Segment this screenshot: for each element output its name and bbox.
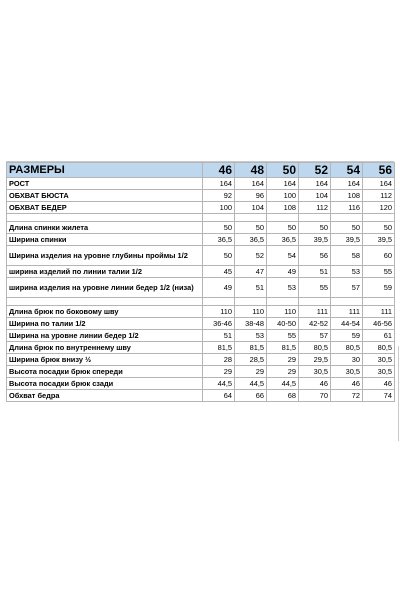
measurement-value: 80,5 xyxy=(299,342,331,354)
measurement-value: 100 xyxy=(203,202,235,214)
measurement-value: 112 xyxy=(363,190,395,202)
measurement-value: 44-54 xyxy=(331,318,363,330)
measurement-value: 44,5 xyxy=(235,378,267,390)
empty-cell xyxy=(267,298,299,306)
measurement-value: 28,5 xyxy=(235,354,267,366)
empty-cell xyxy=(363,298,395,306)
measurement-value: 164 xyxy=(267,178,299,190)
size-heading: 52 xyxy=(299,163,331,178)
measurement-value: 39,5 xyxy=(363,234,395,246)
spacer-row xyxy=(7,298,395,306)
size-heading: 56 xyxy=(363,163,395,178)
table-row xyxy=(7,366,395,378)
measurement-value: 53 xyxy=(235,330,267,342)
table-row xyxy=(7,222,395,234)
measurement-value: 81,5 xyxy=(203,342,235,354)
measurement-value: 50 xyxy=(267,222,299,234)
empty-cell xyxy=(299,298,331,306)
measurement-label: ширина изделия на уровне линии бедер 1/2 (низа) xyxy=(7,278,203,298)
measurement-value: 81,5 xyxy=(267,342,299,354)
measurement-value: 46 xyxy=(299,378,331,390)
measurement-label: Длина брюк по внутреннему шву xyxy=(7,342,203,354)
measurement-value: 56 xyxy=(299,246,331,266)
table-row xyxy=(7,234,395,246)
measurement-value: 110 xyxy=(267,306,299,318)
measurement-value: 29 xyxy=(235,366,267,378)
table-row xyxy=(7,354,395,366)
measurement-label: Ширина изделия на уровне глубины проймы 1/2 xyxy=(7,246,203,266)
measurement-value: 80,5 xyxy=(363,342,395,354)
measurement-value: 28 xyxy=(203,354,235,366)
measurement-value: 111 xyxy=(299,306,331,318)
measurement-value: 50 xyxy=(363,222,395,234)
measurement-value: 49 xyxy=(203,278,235,298)
measurement-value: 50 xyxy=(235,222,267,234)
size-heading: 50 xyxy=(267,163,299,178)
measurement-label: ширина изделий по линии талии 1/2 xyxy=(7,266,203,278)
measurement-value: 51 xyxy=(203,330,235,342)
measurement-value: 52 xyxy=(235,246,267,266)
measurement-value: 66 xyxy=(235,390,267,402)
measurement-label: ОБХВАТ БЮСТА xyxy=(7,190,203,202)
measurement-value: 80,5 xyxy=(331,342,363,354)
measurement-value: 29 xyxy=(267,366,299,378)
measurement-value: 164 xyxy=(331,178,363,190)
measurement-value: 53 xyxy=(267,278,299,298)
measurement-label: Длина спинки жилета xyxy=(7,222,203,234)
empty-cell xyxy=(7,298,203,306)
measurement-value: 55 xyxy=(267,330,299,342)
measurement-label: Высота посадки брюк сзади xyxy=(7,378,203,390)
measurement-value: 44,5 xyxy=(267,378,299,390)
table-row xyxy=(7,246,395,266)
empty-cell xyxy=(235,214,267,222)
right-edge-rule xyxy=(398,346,399,441)
measurement-value: 42-52 xyxy=(299,318,331,330)
measurement-value: 164 xyxy=(235,178,267,190)
empty-cell xyxy=(235,298,267,306)
measurement-value: 29,5 xyxy=(299,354,331,366)
measurement-label: Ширина на уровне линии бедер 1/2 xyxy=(7,330,203,342)
measurement-value: 60 xyxy=(363,246,395,266)
measurement-value: 59 xyxy=(331,330,363,342)
measurement-value: 39,5 xyxy=(299,234,331,246)
measurement-value: 57 xyxy=(299,330,331,342)
table-row xyxy=(7,266,395,278)
measurement-label: Ширина брюк внизу ½ xyxy=(7,354,203,366)
empty-cell xyxy=(331,298,363,306)
measurement-value: 29 xyxy=(267,354,299,366)
measurement-value: 110 xyxy=(235,306,267,318)
measurement-value: 51 xyxy=(299,266,331,278)
measurement-value: 30 xyxy=(331,354,363,366)
measurement-value: 40-50 xyxy=(267,318,299,330)
measurement-value: 72 xyxy=(331,390,363,402)
measurement-value: 104 xyxy=(235,202,267,214)
measurement-value: 100 xyxy=(267,190,299,202)
measurement-value: 50 xyxy=(299,222,331,234)
measurement-value: 68 xyxy=(267,390,299,402)
measurement-value: 108 xyxy=(331,190,363,202)
size-header-row xyxy=(7,163,395,178)
table-row xyxy=(7,202,395,214)
measurement-label: Обхват бедра xyxy=(7,390,203,402)
measurement-value: 164 xyxy=(203,178,235,190)
empty-cell xyxy=(203,214,235,222)
measurement-value: 30,5 xyxy=(299,366,331,378)
measurement-label: Ширина спинки xyxy=(7,234,203,246)
measurement-value: 36-46 xyxy=(203,318,235,330)
table-row xyxy=(7,390,395,402)
measurement-value: 81,5 xyxy=(235,342,267,354)
measurement-label: Длина брюк по боковому шву xyxy=(7,306,203,318)
spacer-row xyxy=(7,214,395,222)
measurement-value: 70 xyxy=(299,390,331,402)
measurement-value: 45 xyxy=(203,266,235,278)
measurement-value: 164 xyxy=(299,178,331,190)
measurement-value: 108 xyxy=(267,202,299,214)
table-row xyxy=(7,178,395,190)
measurement-value: 46 xyxy=(331,378,363,390)
measurement-value: 50 xyxy=(203,246,235,266)
measurement-value: 116 xyxy=(331,202,363,214)
table-row xyxy=(7,306,395,318)
measurement-label: Ширина по талии 1/2 xyxy=(7,318,203,330)
sizes-title: РАЗМЕРЫ xyxy=(7,163,203,178)
measurement-value: 36,5 xyxy=(267,234,299,246)
size-heading: 54 xyxy=(331,163,363,178)
measurement-value: 44,5 xyxy=(203,378,235,390)
measurement-value: 57 xyxy=(331,278,363,298)
measurement-value: 30,5 xyxy=(331,366,363,378)
size-heading: 48 xyxy=(235,163,267,178)
measurement-value: 58 xyxy=(331,246,363,266)
measurement-value: 50 xyxy=(331,222,363,234)
table-row xyxy=(7,342,395,354)
measurement-value: 111 xyxy=(363,306,395,318)
measurement-value: 53 xyxy=(331,266,363,278)
measurement-value: 50 xyxy=(203,222,235,234)
measurement-value: 59 xyxy=(363,278,395,298)
empty-cell xyxy=(299,214,331,222)
measurement-value: 104 xyxy=(299,190,331,202)
table-row xyxy=(7,190,395,202)
measurement-label: Высота посадки брюк спереди xyxy=(7,366,203,378)
empty-cell xyxy=(203,298,235,306)
table-row xyxy=(7,378,395,390)
measurement-value: 55 xyxy=(363,266,395,278)
empty-cell xyxy=(331,214,363,222)
measurement-value: 39,5 xyxy=(331,234,363,246)
table-row xyxy=(7,278,395,298)
measurement-value: 30,5 xyxy=(363,366,395,378)
measurement-value: 110 xyxy=(203,306,235,318)
measurement-value: 111 xyxy=(331,306,363,318)
measurement-value: 61 xyxy=(363,330,395,342)
measurement-value: 164 xyxy=(363,178,395,190)
size-heading: 46 xyxy=(203,163,235,178)
measurement-value: 36,5 xyxy=(203,234,235,246)
size-chart-body xyxy=(7,163,395,402)
empty-cell xyxy=(267,214,299,222)
measurement-value: 55 xyxy=(299,278,331,298)
measurement-value: 29 xyxy=(203,366,235,378)
measurement-value: 74 xyxy=(363,390,395,402)
measurement-value: 92 xyxy=(203,190,235,202)
measurement-value: 36,5 xyxy=(235,234,267,246)
table-row xyxy=(7,318,395,330)
measurement-label: РОСТ xyxy=(7,178,203,190)
measurement-value: 96 xyxy=(235,190,267,202)
measurement-label: ОБХВАТ БЕДЕР xyxy=(7,202,203,214)
measurement-value: 112 xyxy=(299,202,331,214)
measurement-value: 46-56 xyxy=(363,318,395,330)
empty-cell xyxy=(363,214,395,222)
empty-cell xyxy=(7,214,203,222)
measurement-value: 38-48 xyxy=(235,318,267,330)
measurement-value: 49 xyxy=(267,266,299,278)
measurement-value: 120 xyxy=(363,202,395,214)
measurement-value: 54 xyxy=(267,246,299,266)
table-row xyxy=(7,330,395,342)
measurement-value: 64 xyxy=(203,390,235,402)
measurement-value: 46 xyxy=(363,378,395,390)
measurement-value: 51 xyxy=(235,278,267,298)
measurement-value: 47 xyxy=(235,266,267,278)
measurement-value: 30,5 xyxy=(363,354,395,366)
size-chart-table xyxy=(6,162,395,402)
